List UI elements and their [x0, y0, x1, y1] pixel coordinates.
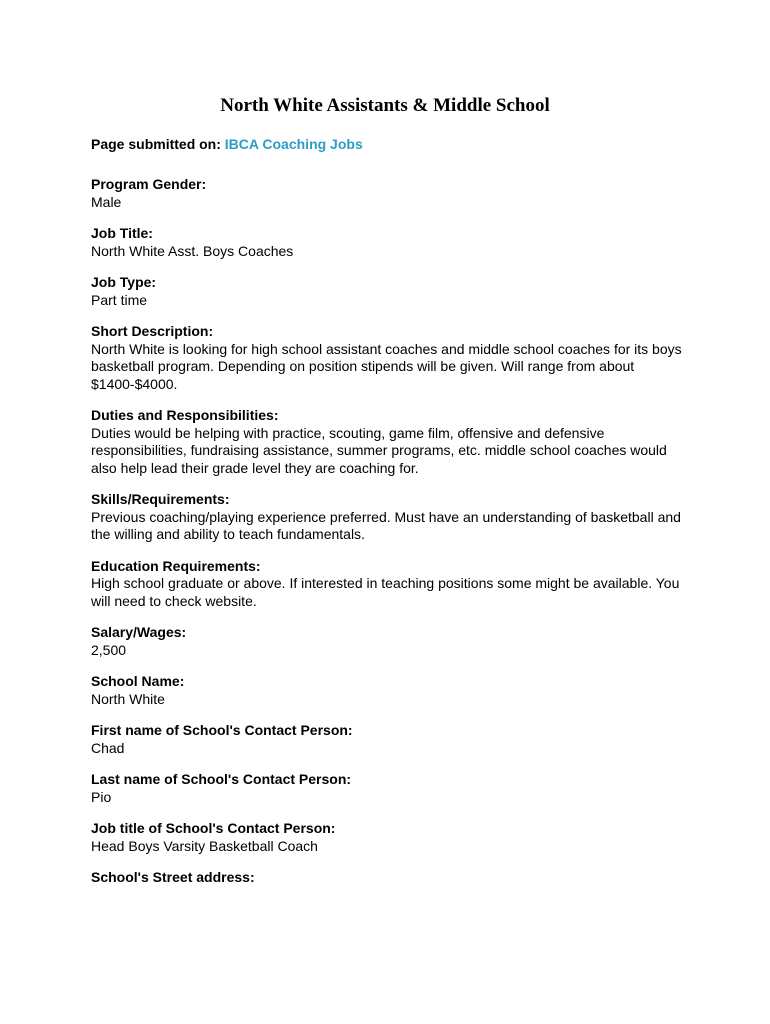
field-value: Chad — [91, 739, 125, 756]
field-street-address — [91, 869, 691, 887]
field-label: Job Type: — [91, 274, 157, 290]
field-label: School Name: — [91, 673, 185, 689]
field-value: North White is looking for high school assistant coaches and middle school coaches for its boys basketball program. Depending on position stipends will be given. Will range from about $1400-$4000. — [91, 340, 682, 392]
field-contact-job-title — [91, 820, 691, 855]
field-label: Last name of School's Contact Person: — [91, 771, 352, 787]
field-school-name — [91, 673, 691, 708]
field-job-title — [91, 225, 691, 260]
field-label: Short Description: — [91, 323, 214, 339]
page-title: North White Assistants & Middle School — [220, 95, 550, 116]
ibca-coaching-jobs-link[interactable]: IBCA Coaching Jobs — [224, 136, 363, 152]
field-label: Program Gender: — [91, 176, 207, 192]
field-value: Part time — [91, 291, 148, 308]
field-label: Skills/Requirements: — [91, 491, 230, 507]
field-value: Pio — [91, 788, 112, 805]
field-contact-last-name — [91, 771, 691, 806]
field-label: Job title of School's Contact Person: — [91, 820, 336, 836]
field-education-requirements — [91, 558, 691, 611]
field-label: School's Street address: — [91, 869, 255, 885]
field-contact-first-name — [91, 722, 691, 757]
field-value: Duties would be helping with practice, scouting, game film, offensive and defensive responsibilities, fundraising assistance, summer programs, etc. middle school coaches would also help lead their grade level they are coaching for. — [91, 424, 667, 476]
field-job-type — [91, 274, 691, 309]
field-label: Salary/Wages: — [91, 624, 187, 640]
field-duties-responsibilities — [91, 407, 691, 477]
field-short-description — [91, 323, 691, 393]
submitted-line — [91, 136, 363, 153]
field-label: Education Requirements: — [91, 557, 261, 574]
field-label: Duties and Responsibilities: — [91, 407, 279, 423]
field-label: Job Title: — [91, 225, 153, 241]
field-value: Male — [91, 193, 122, 210]
field-skills-requirements — [91, 491, 691, 544]
field-value: North White — [91, 690, 165, 707]
field-value: North White Asst. Boys Coaches — [91, 242, 294, 259]
field-salary-wages — [91, 624, 691, 659]
job-fields-list — [91, 176, 691, 901]
field-value: Head Boys Varsity Basketball Coach — [91, 837, 318, 854]
field-label: First name of School's Contact Person: — [91, 722, 353, 738]
field-value: Previous coaching/playing experience preferred. Must have an understanding of basketball and the willing and ability to teach fundamentals. — [91, 508, 681, 542]
field-program-gender — [91, 176, 691, 211]
field-value: High school graduate or above. If interested in teaching positions some might be available. You will need to check website. — [91, 575, 680, 609]
field-value: 2,500 — [91, 641, 127, 658]
submitted-label: Page submitted on: — [91, 136, 221, 152]
